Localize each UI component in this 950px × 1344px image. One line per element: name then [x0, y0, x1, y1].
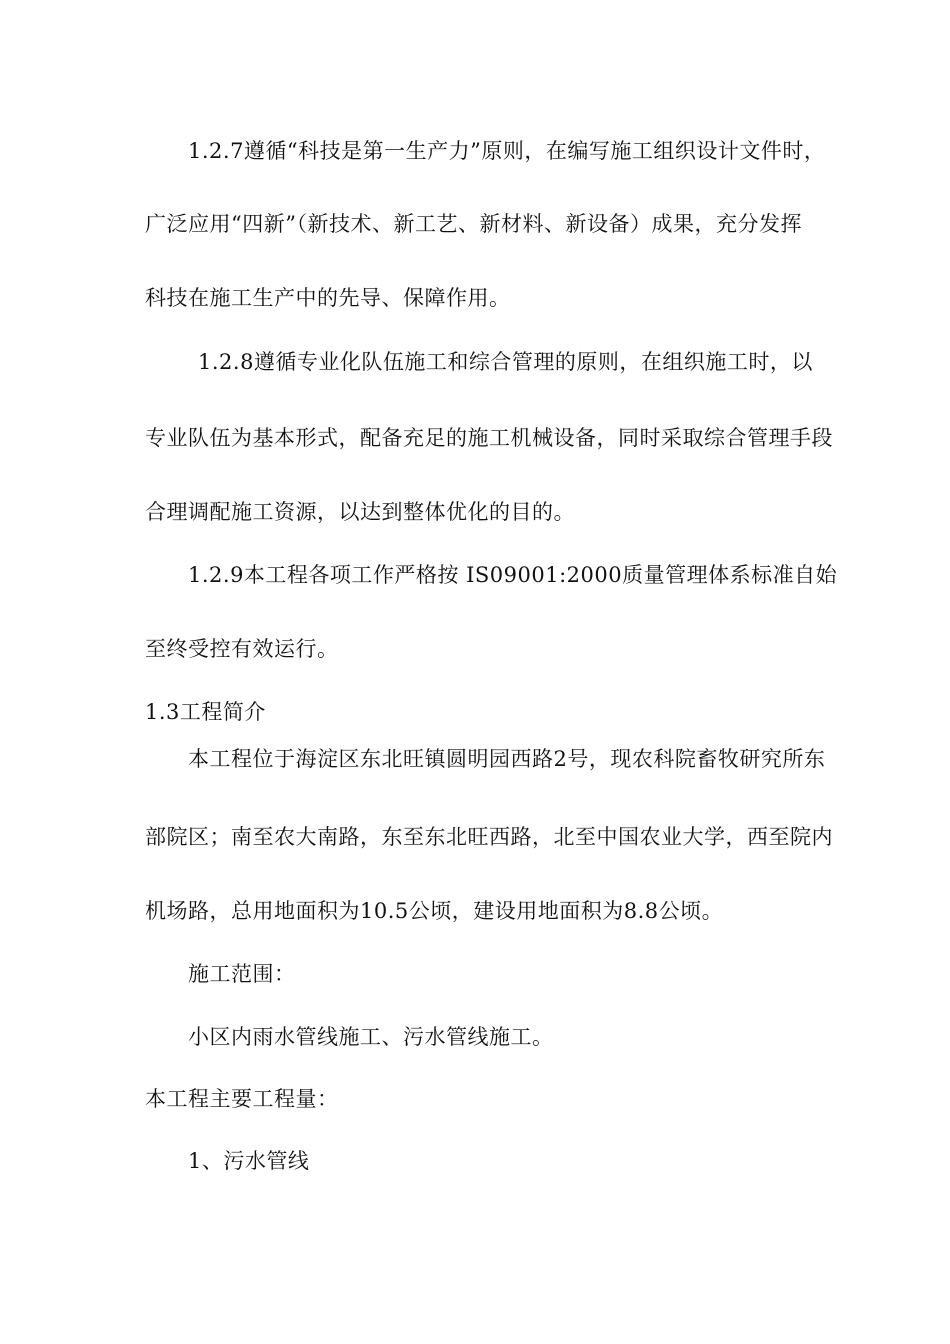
- paragraph-1-2-8-line-3: 合理调配施工资源，以达到整体优化的目的。: [145, 500, 575, 524]
- project-intro-line-1: 本工程位于海淀区东北旺镇圆明园西路2号，现农科院畜牧研究所东: [188, 747, 826, 771]
- paragraph-1-2-8-line-1: 1.2.8遵循专业化队伍施工和综合管理的原则，在组织施工时，以: [198, 350, 813, 374]
- paragraph-1-2-7-line-1: 1.2.7遵循“科技是第一生产力”原则，在编写施工组织设计文件时，: [188, 139, 826, 163]
- section-heading-1-3: 1.3工程简介: [145, 700, 266, 724]
- scope-text: 小区内雨水管线施工、污水管线施工。: [188, 1025, 554, 1049]
- paragraph-1-2-7-line-2: 广泛应用“四新”（新技术、新工艺、新材料、新设备）成果，充分发挥: [145, 212, 802, 236]
- paragraph-1-2-8-line-2: 专业队伍为基本形式，配备充足的施工机械设备，同时采取综合管理手段: [145, 426, 833, 450]
- paragraph-1-2-9-line-1: 1.2.9本工程各项工作严格按 IS09001:2000质量管理体系标准自始: [188, 563, 838, 587]
- quantities-item-1: 1、污水管线: [188, 1149, 310, 1173]
- paragraph-1-2-7-line-3: 科技在施工生产中的先导、保障作用。: [145, 286, 511, 310]
- project-intro-line-2: 部院区；南至农大南路，东至东北旺西路，北至中国农业大学，西至院内: [145, 825, 833, 849]
- project-intro-line-3: 机场路，总用地面积为10.5公顷，建设用地面积为8.8公顷。: [145, 899, 724, 923]
- scope-label: 施工范围：: [188, 962, 296, 986]
- quantities-heading: 本工程主要工程量：: [145, 1087, 339, 1111]
- paragraph-1-2-9-line-2: 至终受控有效运行。: [145, 637, 339, 661]
